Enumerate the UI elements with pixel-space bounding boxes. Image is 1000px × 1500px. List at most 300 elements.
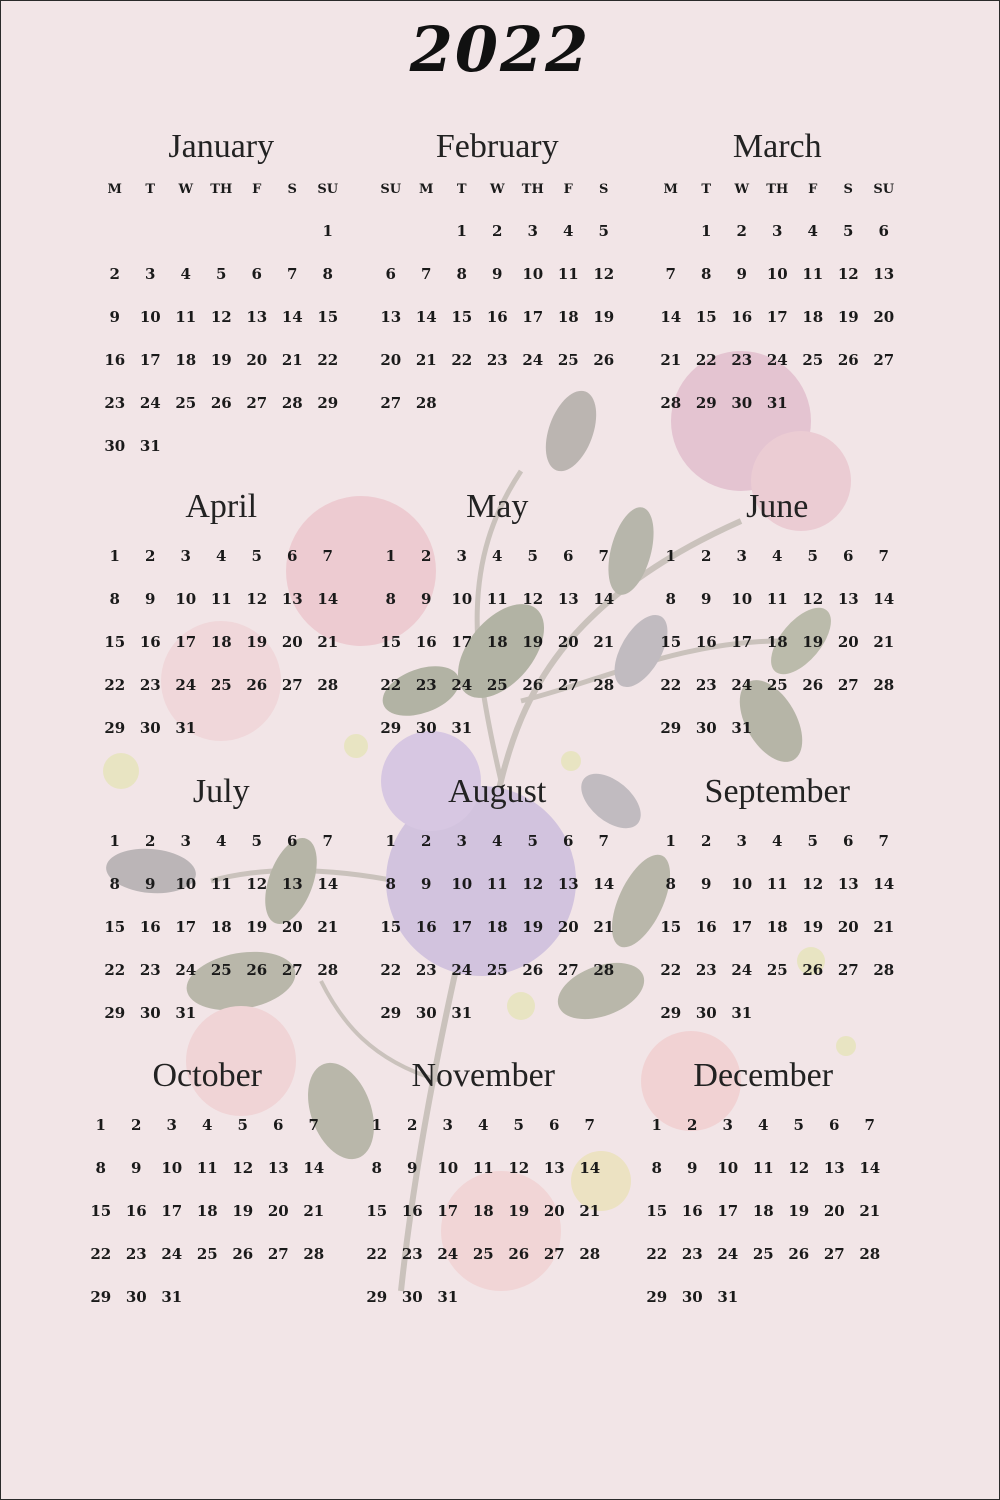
day-cell: 15 xyxy=(660,633,682,651)
day-cell: 13 xyxy=(380,308,402,326)
day-cell: 17 xyxy=(522,308,544,326)
day-cell: 2 xyxy=(736,222,747,240)
day-cell: 11 xyxy=(210,875,232,893)
day-cell: 13 xyxy=(281,590,303,608)
day-cell: 26 xyxy=(802,676,824,694)
day-cell: 12 xyxy=(210,308,232,326)
day-cell: 16 xyxy=(415,633,437,651)
day-cell: 23 xyxy=(681,1245,703,1263)
month-july xyxy=(97,764,346,1035)
day-cell: 4 xyxy=(216,832,227,850)
day-cell: 18 xyxy=(766,633,788,651)
weekday-header: T xyxy=(701,182,712,197)
day-cell: 17 xyxy=(731,918,753,936)
day-cell: 12 xyxy=(522,590,544,608)
day-cell: 27 xyxy=(281,676,303,694)
day-cell: 18 xyxy=(486,633,508,651)
day-cell: 7 xyxy=(322,547,333,565)
month-december xyxy=(639,1048,888,1319)
month-name: June xyxy=(746,488,809,525)
day-cell: 18 xyxy=(486,918,508,936)
day-cell: 8 xyxy=(385,590,396,608)
day-cell: 12 xyxy=(802,875,824,893)
day-cell: 2 xyxy=(701,832,712,850)
day-cell: 28 xyxy=(593,676,615,694)
day-cell: 31 xyxy=(437,1288,459,1306)
month-august xyxy=(373,764,622,1035)
day-cell: 5 xyxy=(216,265,227,283)
day-cell: 5 xyxy=(237,1116,248,1134)
day-cell: 19 xyxy=(802,633,824,651)
day-cell: 7 xyxy=(878,547,889,565)
day-cell: 28 xyxy=(281,394,303,412)
month-name: September xyxy=(704,773,850,810)
day-cell: 28 xyxy=(317,676,339,694)
day-cell: 7 xyxy=(322,832,333,850)
day-cell: 8 xyxy=(701,265,712,283)
day-cell: 24 xyxy=(731,961,753,979)
day-cell: 12 xyxy=(246,875,268,893)
day-cell: 3 xyxy=(166,1116,177,1134)
day-cell: 13 xyxy=(873,265,895,283)
day-cell: 29 xyxy=(317,394,339,412)
day-grid xyxy=(373,535,622,750)
day-cell: 31 xyxy=(175,719,197,737)
day-cell: 4 xyxy=(807,222,818,240)
day-cell: 29 xyxy=(646,1288,668,1306)
weekday-header: SU xyxy=(380,182,402,197)
day-cell: 7 xyxy=(584,1116,595,1134)
month-june xyxy=(653,479,902,750)
day-cell: 12 xyxy=(522,875,544,893)
day-cell: 18 xyxy=(210,633,232,651)
day-cell: 31 xyxy=(766,394,788,412)
day-cell: 12 xyxy=(788,1159,810,1177)
day-cell: 24 xyxy=(522,351,544,369)
weekday-header: W xyxy=(489,182,505,197)
day-cell: 14 xyxy=(281,308,303,326)
day-cell: 6 xyxy=(829,1116,840,1134)
month-march xyxy=(653,124,902,425)
day-cell: 24 xyxy=(161,1245,183,1263)
day-cell: 26 xyxy=(522,961,544,979)
day-cell: 16 xyxy=(125,1202,147,1220)
day-cell: 13 xyxy=(267,1159,289,1177)
day-cell: 2 xyxy=(701,547,712,565)
weekday-header: M xyxy=(663,182,678,197)
day-cell: 4 xyxy=(202,1116,213,1134)
day-cell: 19 xyxy=(788,1202,810,1220)
day-cell: 21 xyxy=(859,1202,881,1220)
month-november xyxy=(359,1048,608,1319)
day-cell: 3 xyxy=(180,547,191,565)
day-cell: 20 xyxy=(873,308,895,326)
day-cell: 4 xyxy=(216,547,227,565)
day-cell: 9 xyxy=(421,590,432,608)
day-cell: 10 xyxy=(731,590,753,608)
day-cell: 21 xyxy=(873,633,895,651)
day-cell: 27 xyxy=(267,1245,289,1263)
day-cell: 13 xyxy=(557,875,579,893)
day-cell: 22 xyxy=(90,1245,112,1263)
day-cell: 14 xyxy=(579,1159,601,1177)
day-cell: 3 xyxy=(527,222,538,240)
day-cell: 26 xyxy=(508,1245,530,1263)
day-cell: 10 xyxy=(717,1159,739,1177)
day-cell: 19 xyxy=(210,351,232,369)
day-cell: 5 xyxy=(807,547,818,565)
day-cell: 17 xyxy=(731,633,753,651)
day-cell: 2 xyxy=(421,832,432,850)
day-cell: 1 xyxy=(456,222,467,240)
day-cell: 27 xyxy=(873,351,895,369)
day-cell: 12 xyxy=(593,265,615,283)
day-cell: 14 xyxy=(660,308,682,326)
day-cell: 17 xyxy=(451,633,473,651)
day-cell: 28 xyxy=(593,961,615,979)
day-cell: 27 xyxy=(246,394,268,412)
day-cell: 5 xyxy=(527,832,538,850)
day-cell: 22 xyxy=(660,961,682,979)
day-cell: 14 xyxy=(415,308,437,326)
day-cell: 7 xyxy=(598,832,609,850)
month-name: November xyxy=(411,1057,555,1094)
day-grid xyxy=(97,820,346,1035)
day-cell: 3 xyxy=(180,832,191,850)
day-grid xyxy=(653,535,902,750)
day-cell: 29 xyxy=(380,1004,402,1022)
day-cell: 17 xyxy=(161,1202,183,1220)
day-cell: 18 xyxy=(472,1202,494,1220)
weekday-header: W xyxy=(734,182,750,197)
day-cell: 17 xyxy=(437,1202,459,1220)
empty-cell xyxy=(168,210,204,253)
day-cell: 30 xyxy=(104,437,126,455)
weekday-header: SU xyxy=(873,182,895,197)
day-cell: 28 xyxy=(873,676,895,694)
day-cell: 10 xyxy=(161,1159,183,1177)
day-cell: 17 xyxy=(175,918,197,936)
empty-cell xyxy=(204,210,240,253)
day-cell: 20 xyxy=(281,633,303,651)
day-cell: 6 xyxy=(563,832,574,850)
month-may xyxy=(373,479,622,750)
day-cell: 11 xyxy=(196,1159,218,1177)
day-cell: 13 xyxy=(823,1159,845,1177)
day-cell: 24 xyxy=(717,1245,739,1263)
day-cell: 26 xyxy=(522,676,544,694)
day-cell: 20 xyxy=(823,1202,845,1220)
day-cell: 30 xyxy=(415,1004,437,1022)
day-cell: 19 xyxy=(232,1202,254,1220)
day-cell: 9 xyxy=(421,875,432,893)
day-cell: 7 xyxy=(287,265,298,283)
day-cell: 25 xyxy=(210,676,232,694)
day-cell: 7 xyxy=(308,1116,319,1134)
day-cell: 12 xyxy=(508,1159,530,1177)
day-cell: 4 xyxy=(478,1116,489,1134)
day-cell: 2 xyxy=(131,1116,142,1134)
day-cell: 22 xyxy=(366,1245,388,1263)
day-cell: 13 xyxy=(246,308,268,326)
day-cell: 11 xyxy=(766,875,788,893)
day-cell: 4 xyxy=(492,832,503,850)
day-cell: 2 xyxy=(407,1116,418,1134)
day-grid xyxy=(653,820,902,1035)
day-cell: 8 xyxy=(371,1159,382,1177)
empty-cell xyxy=(133,210,169,253)
day-cell: 28 xyxy=(873,961,895,979)
day-cell: 8 xyxy=(456,265,467,283)
month-name: February xyxy=(435,128,559,165)
day-cell: 15 xyxy=(380,633,402,651)
day-cell: 7 xyxy=(598,547,609,565)
day-cell: 22 xyxy=(646,1245,668,1263)
day-cell: 23 xyxy=(415,676,437,694)
day-cell: 23 xyxy=(401,1245,423,1263)
day-grid xyxy=(359,1104,608,1319)
day-cell: 5 xyxy=(251,832,262,850)
day-cell: 8 xyxy=(109,875,120,893)
day-cell: 4 xyxy=(772,547,783,565)
day-cell: 4 xyxy=(563,222,574,240)
day-cell: 29 xyxy=(104,719,126,737)
day-cell: 1 xyxy=(322,222,333,240)
day-cell: 19 xyxy=(837,308,859,326)
day-cell: 11 xyxy=(210,590,232,608)
day-cell: 23 xyxy=(695,676,717,694)
day-cell: 1 xyxy=(109,832,120,850)
day-cell: 14 xyxy=(317,590,339,608)
day-cell: 6 xyxy=(878,222,889,240)
day-cell: 23 xyxy=(139,961,161,979)
day-cell: 1 xyxy=(651,1116,662,1134)
day-cell: 30 xyxy=(125,1288,147,1306)
day-cell: 6 xyxy=(385,265,396,283)
day-cell: 27 xyxy=(380,394,402,412)
day-cell: 12 xyxy=(837,265,859,283)
day-cell: 6 xyxy=(563,547,574,565)
day-cell: 31 xyxy=(717,1288,739,1306)
day-grid xyxy=(97,170,346,468)
day-cell: 16 xyxy=(415,918,437,936)
day-cell: 11 xyxy=(766,590,788,608)
day-cell: 27 xyxy=(543,1245,565,1263)
day-cell: 18 xyxy=(752,1202,774,1220)
day-cell: 30 xyxy=(401,1288,423,1306)
day-cell: 9 xyxy=(131,1159,142,1177)
day-cell: 7 xyxy=(864,1116,875,1134)
day-cell: 25 xyxy=(196,1245,218,1263)
day-cell: 20 xyxy=(557,633,579,651)
day-cell: 13 xyxy=(837,590,859,608)
day-cell: 27 xyxy=(837,961,859,979)
day-cell: 15 xyxy=(660,918,682,936)
day-cell: 16 xyxy=(695,918,717,936)
day-cell: 17 xyxy=(451,918,473,936)
day-cell: 22 xyxy=(695,351,717,369)
empty-cell xyxy=(653,210,689,253)
day-cell: 17 xyxy=(766,308,788,326)
day-cell: 31 xyxy=(161,1288,183,1306)
day-cell: 2 xyxy=(687,1116,698,1134)
day-cell: 14 xyxy=(303,1159,325,1177)
day-cell: 24 xyxy=(139,394,161,412)
day-cell: 29 xyxy=(660,719,682,737)
day-cell: 3 xyxy=(736,547,747,565)
day-cell: 9 xyxy=(145,875,156,893)
day-cell: 22 xyxy=(660,676,682,694)
weekday-header: T xyxy=(456,182,467,197)
day-grid xyxy=(639,1104,888,1319)
day-cell: 10 xyxy=(175,875,197,893)
day-cell: 30 xyxy=(731,394,753,412)
day-cell: 5 xyxy=(251,547,262,565)
day-cell: 14 xyxy=(593,590,615,608)
day-grid xyxy=(373,820,622,1035)
day-cell: 28 xyxy=(859,1245,881,1263)
day-cell: 12 xyxy=(232,1159,254,1177)
day-cell: 28 xyxy=(660,394,682,412)
month-february xyxy=(373,124,622,425)
day-cell: 26 xyxy=(837,351,859,369)
day-cell: 8 xyxy=(322,265,333,283)
day-cell: 18 xyxy=(210,918,232,936)
day-cell: 15 xyxy=(646,1202,668,1220)
day-cell: 25 xyxy=(752,1245,774,1263)
day-grid xyxy=(83,1104,332,1319)
day-cell: 22 xyxy=(317,351,339,369)
day-cell: 25 xyxy=(802,351,824,369)
day-cell: 21 xyxy=(415,351,437,369)
day-cell: 25 xyxy=(486,961,508,979)
month-name: October xyxy=(152,1057,262,1094)
weekday-header: S xyxy=(599,182,609,197)
day-cell: 15 xyxy=(380,918,402,936)
day-cell: 31 xyxy=(139,437,161,455)
day-cell: 6 xyxy=(287,832,298,850)
day-cell: 19 xyxy=(522,633,544,651)
day-cell: 31 xyxy=(731,719,753,737)
day-cell: 21 xyxy=(593,633,615,651)
day-cell: 19 xyxy=(246,633,268,651)
day-cell: 10 xyxy=(139,308,161,326)
day-cell: 31 xyxy=(175,1004,197,1022)
day-cell: 5 xyxy=(793,1116,804,1134)
day-cell: 29 xyxy=(90,1288,112,1306)
day-cell: 11 xyxy=(802,265,824,283)
day-cell: 9 xyxy=(701,875,712,893)
day-cell: 21 xyxy=(873,918,895,936)
day-cell: 11 xyxy=(472,1159,494,1177)
day-cell: 11 xyxy=(175,308,197,326)
day-cell: 2 xyxy=(109,265,120,283)
day-cell: 3 xyxy=(456,832,467,850)
day-cell: 28 xyxy=(303,1245,325,1263)
day-cell: 23 xyxy=(104,394,126,412)
day-cell: 27 xyxy=(837,676,859,694)
day-grid xyxy=(97,535,346,750)
day-cell: 25 xyxy=(766,961,788,979)
day-cell: 6 xyxy=(287,547,298,565)
day-cell: 20 xyxy=(281,918,303,936)
day-cell: 25 xyxy=(557,351,579,369)
weekday-header: S xyxy=(843,182,853,197)
day-cell: 29 xyxy=(695,394,717,412)
day-cell: 20 xyxy=(246,351,268,369)
day-cell: 26 xyxy=(788,1245,810,1263)
day-cell: 11 xyxy=(486,590,508,608)
day-cell: 11 xyxy=(486,875,508,893)
day-cell: 19 xyxy=(593,308,615,326)
day-cell: 26 xyxy=(232,1245,254,1263)
day-cell: 18 xyxy=(196,1202,218,1220)
month-name: January xyxy=(168,128,275,165)
day-cell: 3 xyxy=(772,222,783,240)
day-cell: 19 xyxy=(522,918,544,936)
day-cell: 28 xyxy=(317,961,339,979)
day-cell: 25 xyxy=(472,1245,494,1263)
weekday-header: W xyxy=(178,182,194,197)
day-cell: 2 xyxy=(492,222,503,240)
day-cell: 18 xyxy=(557,308,579,326)
day-cell: 16 xyxy=(731,308,753,326)
year-title: 2022 xyxy=(409,13,591,86)
day-cell: 20 xyxy=(837,918,859,936)
day-cell: 22 xyxy=(380,961,402,979)
day-cell: 8 xyxy=(385,875,396,893)
day-cell: 6 xyxy=(549,1116,560,1134)
day-cell: 25 xyxy=(486,676,508,694)
day-cell: 24 xyxy=(451,961,473,979)
day-cell: 15 xyxy=(104,918,126,936)
day-cell: 20 xyxy=(837,633,859,651)
day-cell: 18 xyxy=(766,918,788,936)
day-cell: 17 xyxy=(139,351,161,369)
day-cell: 16 xyxy=(104,351,126,369)
day-cell: 15 xyxy=(451,308,473,326)
day-cell: 26 xyxy=(210,394,232,412)
day-cell: 24 xyxy=(175,961,197,979)
day-cell: 10 xyxy=(522,265,544,283)
day-cell: 27 xyxy=(823,1245,845,1263)
day-cell: 16 xyxy=(486,308,508,326)
month-name: August xyxy=(448,773,547,810)
day-cell: 30 xyxy=(139,719,161,737)
day-cell: 12 xyxy=(802,590,824,608)
day-cell: 24 xyxy=(451,676,473,694)
day-cell: 22 xyxy=(451,351,473,369)
day-cell: 20 xyxy=(380,351,402,369)
day-cell: 1 xyxy=(385,547,396,565)
day-cell: 17 xyxy=(175,633,197,651)
day-cell: 4 xyxy=(492,547,503,565)
weekday-header: F xyxy=(808,182,818,197)
empty-cell xyxy=(409,210,445,253)
empty-cell xyxy=(373,210,409,253)
day-cell: 4 xyxy=(758,1116,769,1134)
day-cell: 25 xyxy=(175,394,197,412)
day-cell: 14 xyxy=(873,875,895,893)
day-cell: 8 xyxy=(109,590,120,608)
day-cell: 21 xyxy=(317,633,339,651)
month-name: April xyxy=(185,488,258,525)
day-cell: 22 xyxy=(104,961,126,979)
day-cell: 1 xyxy=(701,222,712,240)
day-cell: 16 xyxy=(681,1202,703,1220)
day-cell: 23 xyxy=(731,351,753,369)
day-cell: 31 xyxy=(451,1004,473,1022)
